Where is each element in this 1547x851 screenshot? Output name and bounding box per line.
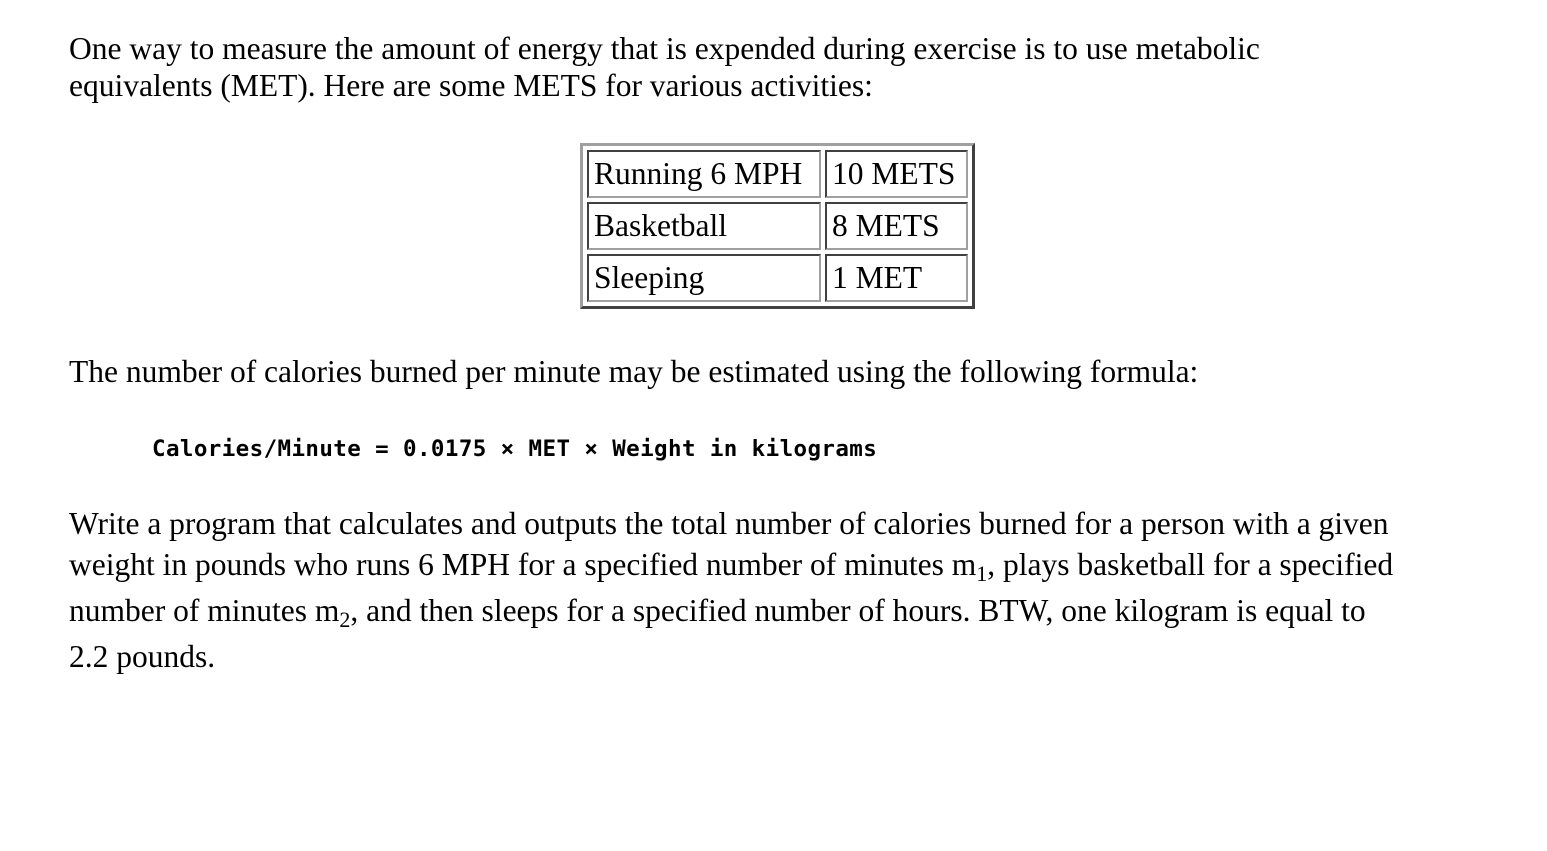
subscript-m1: 1 [976, 561, 988, 586]
table-row [587, 254, 968, 302]
task-line-3-rest: , and then sleeps for a specified number of hours. BTW, one kilogram is equal to [350, 593, 1366, 628]
intro-line-2: equivalents (MET). Here are some METS for various activities: [69, 68, 873, 103]
table-row [587, 150, 968, 198]
activity-cell: Basketball [587, 202, 821, 250]
task-line-2 [69, 547, 1394, 586]
task-paragraph [69, 505, 1393, 680]
task-line-3 [69, 593, 1366, 632]
intro-paragraph [69, 30, 1260, 104]
met-table [580, 143, 975, 309]
formula-intro-paragraph: The number of calories burned per minute may be estimated using the following formula: [69, 354, 1199, 389]
subscript-m2: 2 [339, 607, 351, 632]
task-line-2-text: weight in pounds who runs 6 MPH for a specified number of minutes m [69, 547, 977, 582]
task-line-2-rest: , plays basketball for a specified [987, 547, 1394, 582]
mets-cell: 1 MET [825, 254, 968, 302]
mets-cell: 10 METS [825, 150, 968, 198]
mets-cell: 8 METS [825, 202, 968, 250]
task-line-4: 2.2 pounds. [69, 639, 216, 674]
activity-cell: Running 6 MPH [587, 150, 821, 198]
activity-cell: Sleeping [587, 254, 821, 302]
task-line-1: Write a program that calculates and outputs the total number of calories burned for a person with a given [69, 506, 1389, 541]
task-line-3-text: number of minutes m [69, 593, 340, 628]
table-row [587, 202, 968, 250]
formula-code: Calories/Minute = 0.0175 × MET × Weight in kilograms [152, 436, 878, 462]
intro-line-1: One way to measure the amount of energy that is expended during exercise is to use metabolic [69, 31, 1260, 66]
